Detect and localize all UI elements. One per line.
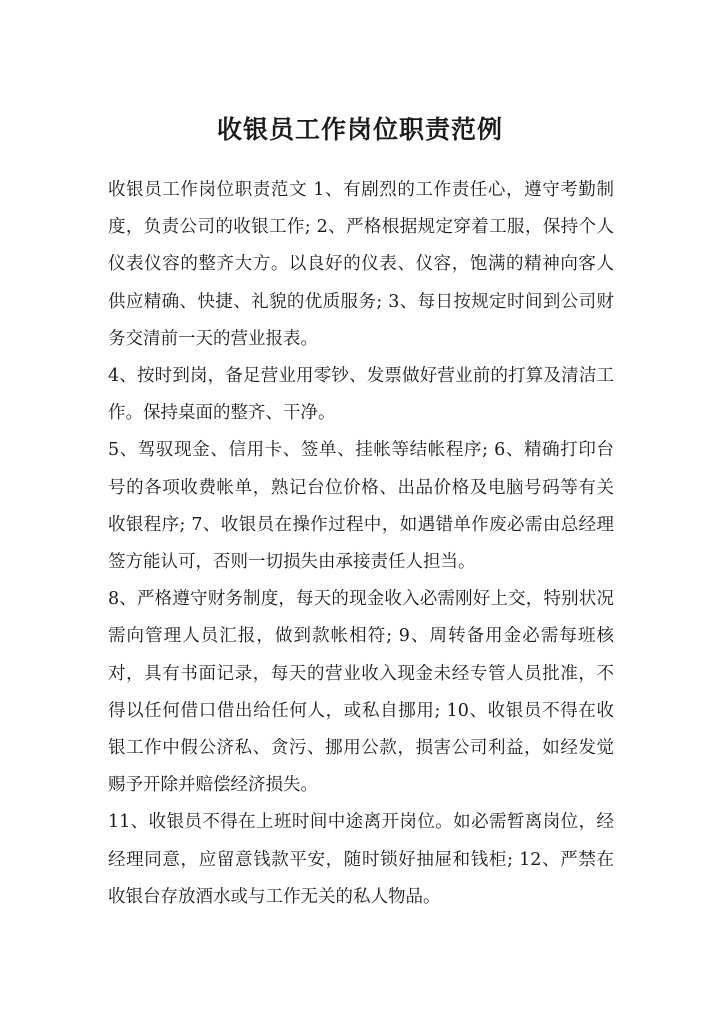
paragraph-4: 8、严格遵守财务制度，每天的现金收入必需刚好上交，特别状况需向管理人员汇报，做到款帐相符; 9、周转备用金必需每班核对，具有书面记录，每天的营业收入现金未经专管人员批准，不得以任何借口借出给任何人，或私自挪用; 10、收银员不得在收银工作中假公济私、贪污、挪用公款，损害公司利益，如经发觉赐予开除并赔偿经济损失。 [108,589,614,796]
paragraph-2: 4、按时到岗，备足营业用零钞、发票做好营业前的打算及清洁工作。保持桌面的整齐、干净。 [108,366,614,424]
paragraph-5: 11、收银员不得在上班时间中途离开岗位。如必需暂离岗位，经经理同意，应留意钱款平安，随时锁好抽屉和钱柜; 12、严禁在收银台存放酒水或与工作无关的私人物品。 [108,812,614,907]
document-body [108,172,614,916]
paragraph-1: 收银员工作岗位职责范文 1、有剧烈的工作责任心，遵守考勤制度，负责公司的收银工作; 2、严格根据规定穿着工服，保持个人仪表仪容的整齐大方。以良好的仪表、仪容，饱满的精神向客人供应精确、快捷、礼貌的优质服务; 3、每日按规定时间到公司财务交清前一天的营业报表。 [108,180,614,349]
document-title: 收银员工作岗位职责范例 [216,115,503,144]
paragraph-3: 5、驾驭现金、信用卡、签单、挂帐等结帐程序; 6、精确打印台号的各项收费帐单，熟记台位价格、出品价格及电脑号码等有关收银程序; 7、收银员在操作过程中，如遇错单作废必需由总经理签方能认可，否则一切损失由承接责任人担当。 [108,440,614,573]
